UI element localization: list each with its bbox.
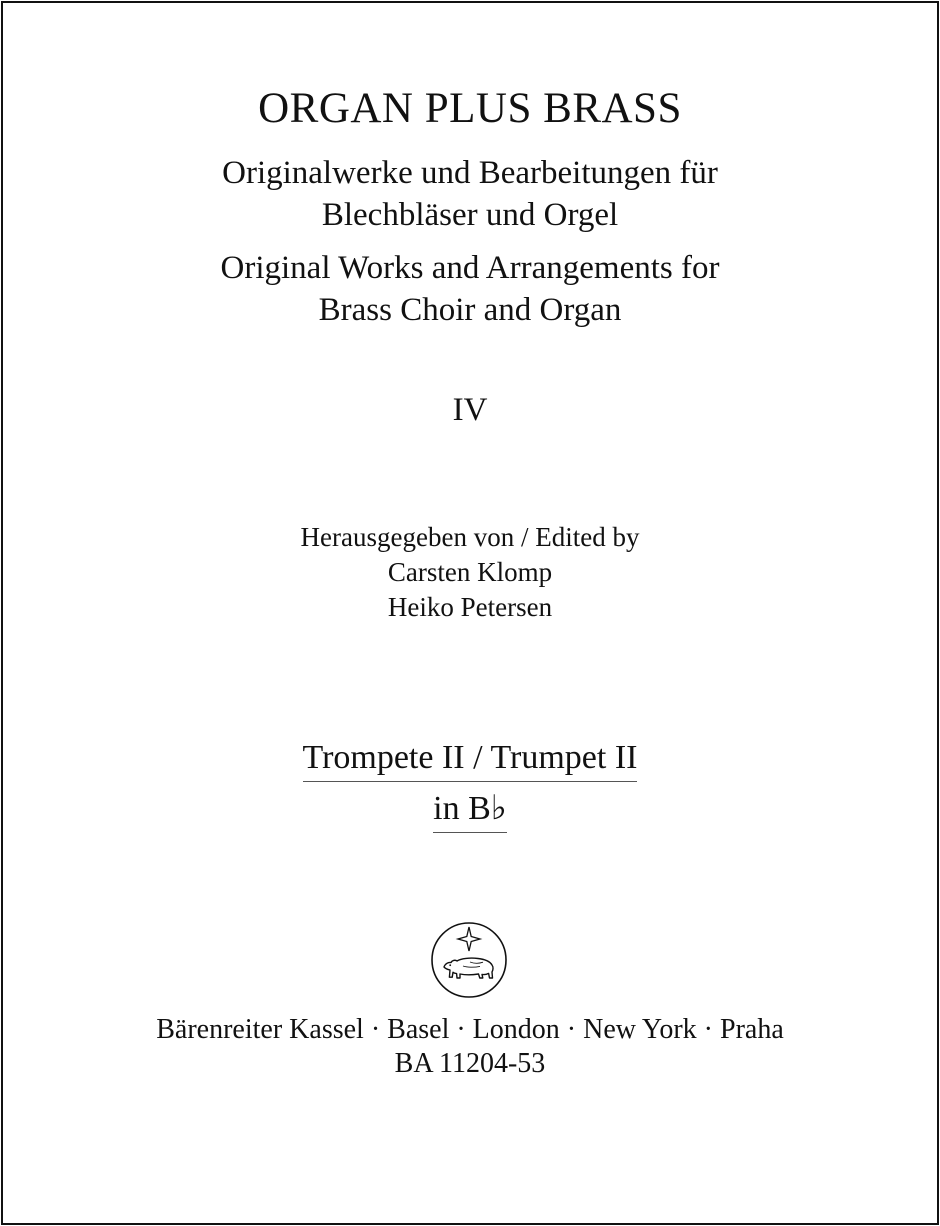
editor-block xyxy=(0,520,940,625)
subtitle-german xyxy=(0,152,940,236)
baerenreiter-logo-icon xyxy=(430,921,508,999)
editor-name-2: Heiko Petersen xyxy=(387,592,553,622)
subtitle-english-line-2: Brass Choir and Organ xyxy=(318,292,622,328)
publisher-cities: Bärenreiter Kassel · Basel · London · New York · Praha xyxy=(156,1014,784,1045)
edited-by-label: Herausgegeben von / Edited by xyxy=(300,522,640,552)
main-title: ORGAN PLUS BRASS xyxy=(258,85,682,132)
subtitle-german-line-1: Originalwerke und Bearbeitungen für xyxy=(222,155,718,191)
editor-name-1: Carsten Klomp xyxy=(387,557,553,587)
instrument-block xyxy=(0,737,940,833)
instrument-name: Trompete II / Trumpet II xyxy=(303,737,638,782)
catalog-number: BA 11204-53 xyxy=(394,1048,546,1079)
subtitle-english-line-1: Original Works and Arrangements for xyxy=(220,250,720,286)
subtitle-english xyxy=(0,247,940,331)
subtitle-german-line-2: Blechbläser und Orgel xyxy=(321,197,619,233)
volume-number: IV xyxy=(452,392,488,428)
instrument-key: in B♭ xyxy=(433,788,507,833)
